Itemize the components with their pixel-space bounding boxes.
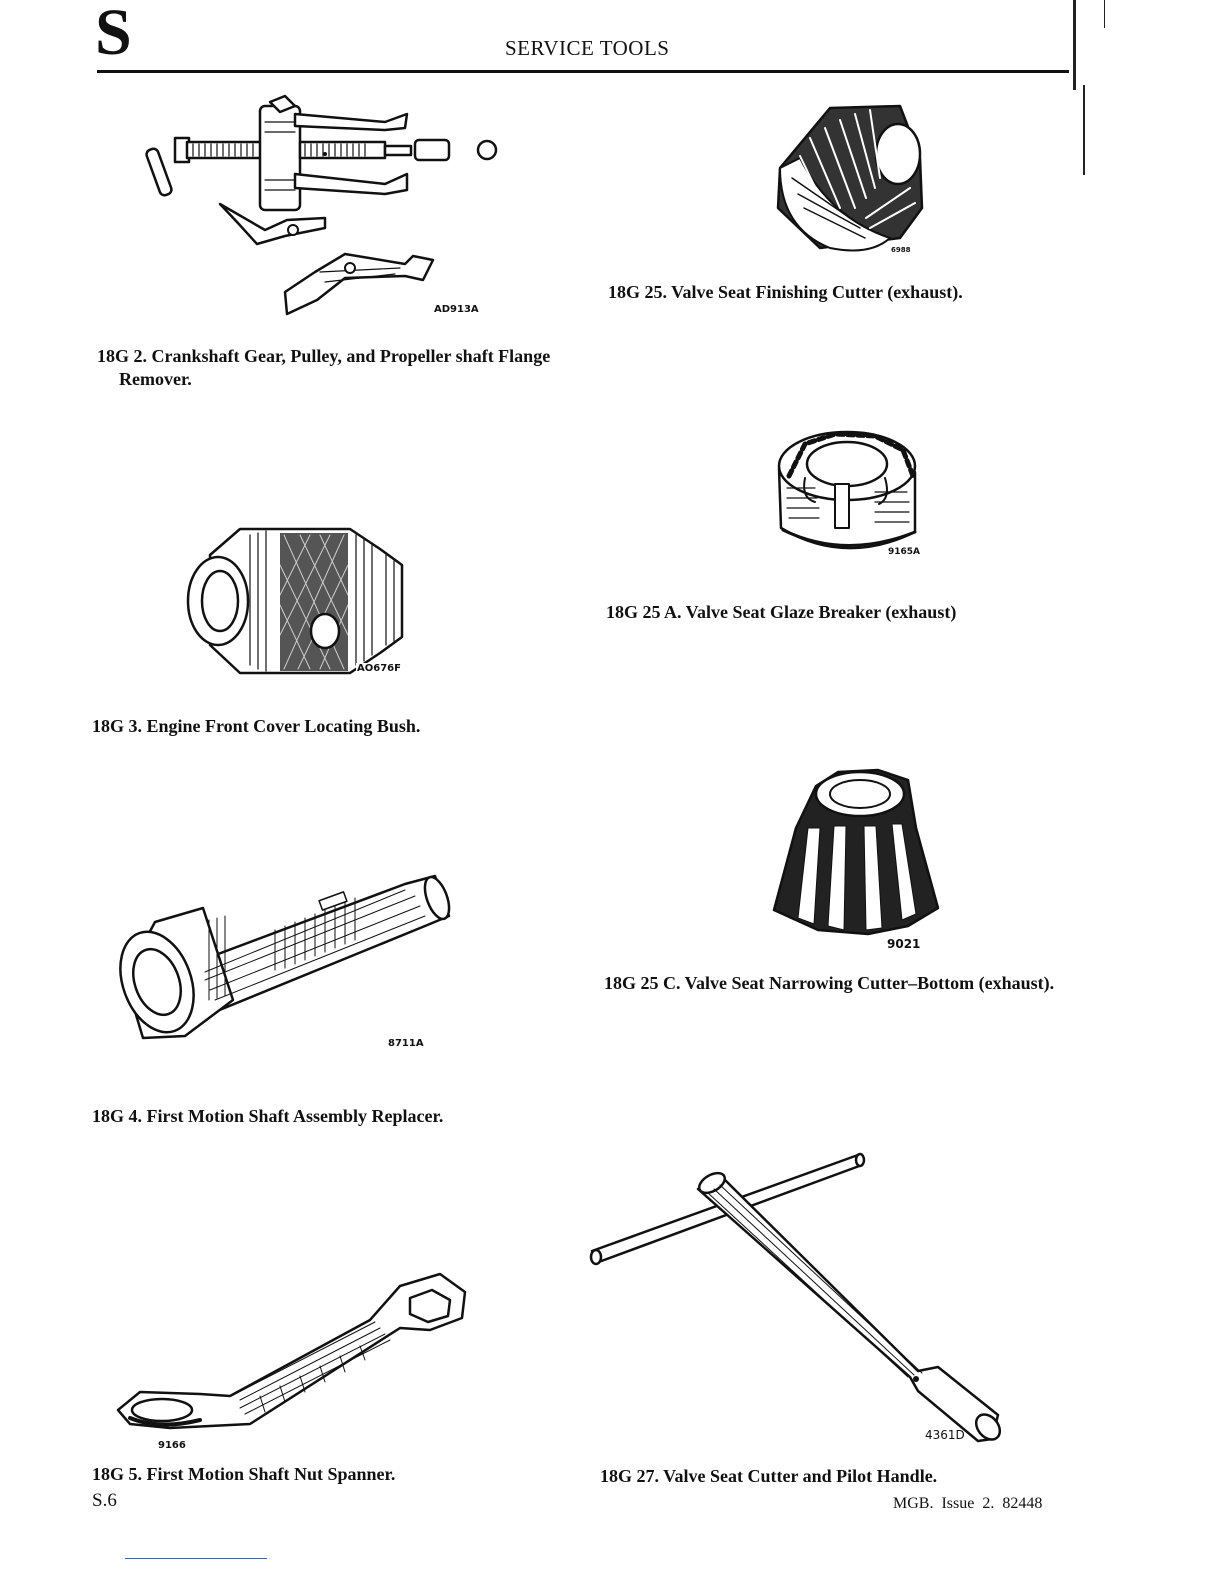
figure-reference: AO676F (357, 663, 401, 674)
tool-caption: 18G 5. First Motion Shaft Nut Spanner. (92, 1464, 396, 1484)
header-rule (97, 70, 1069, 73)
tool-caption: 18G 25. Valve Seat Finishing Cutter (exhaust). (608, 282, 963, 302)
figure-reference: 9165A (888, 547, 921, 557)
tool-caption: 18G 25 A. Valve Seat Glaze Breaker (exhaust) (606, 602, 957, 622)
divider (125, 1558, 267, 1559)
page-title: SERVICE TOOLS (505, 36, 670, 60)
spanner-icon (110, 1270, 470, 1440)
edge-mark (1073, 0, 1076, 90)
tool-caption: 18G 25 C. Valve Seat Narrowing Cutter–Bottom (exhaust). (604, 973, 1055, 993)
figure-reference: 9021 (887, 937, 921, 951)
replacer-icon (115, 860, 455, 1045)
glaze-breaker-icon (775, 428, 925, 556)
cutter-icon (770, 98, 930, 258)
tool-caption (97, 345, 617, 391)
tool-caption: 18G 4. First Motion Shaft Assembly Replacer. (92, 1106, 444, 1126)
puller-icon (145, 92, 505, 324)
edge-mark (1083, 85, 1085, 175)
caption-line: Remover. (119, 369, 192, 389)
caption-line: 18G 2. Crankshaft Gear, Pulley, and Propeller shaft Flange (97, 346, 551, 366)
page-number: S.6 (92, 1490, 117, 1511)
figure-reference: AD913A (434, 304, 479, 315)
figure-reference: 8711A (388, 1038, 424, 1049)
bush-icon (180, 525, 410, 675)
tool-caption: 18G 3. Engine Front Cover Locating Bush. (92, 716, 421, 736)
issue-info: MGB. Issue 2. 82448 (893, 1495, 1043, 1512)
figure-reference: 4361D (925, 1428, 965, 1442)
pilot-handle-icon (588, 1145, 1008, 1450)
tool-caption: 18G 27. Valve Seat Cutter and Pilot Handle. (600, 1466, 938, 1486)
figure-reference: 6988 (891, 246, 911, 254)
edge-mark (1104, 0, 1105, 28)
section-letter: S (95, 0, 132, 69)
narrowing-cutter-icon (768, 768, 943, 936)
figure-reference: 9166 (158, 1440, 186, 1451)
